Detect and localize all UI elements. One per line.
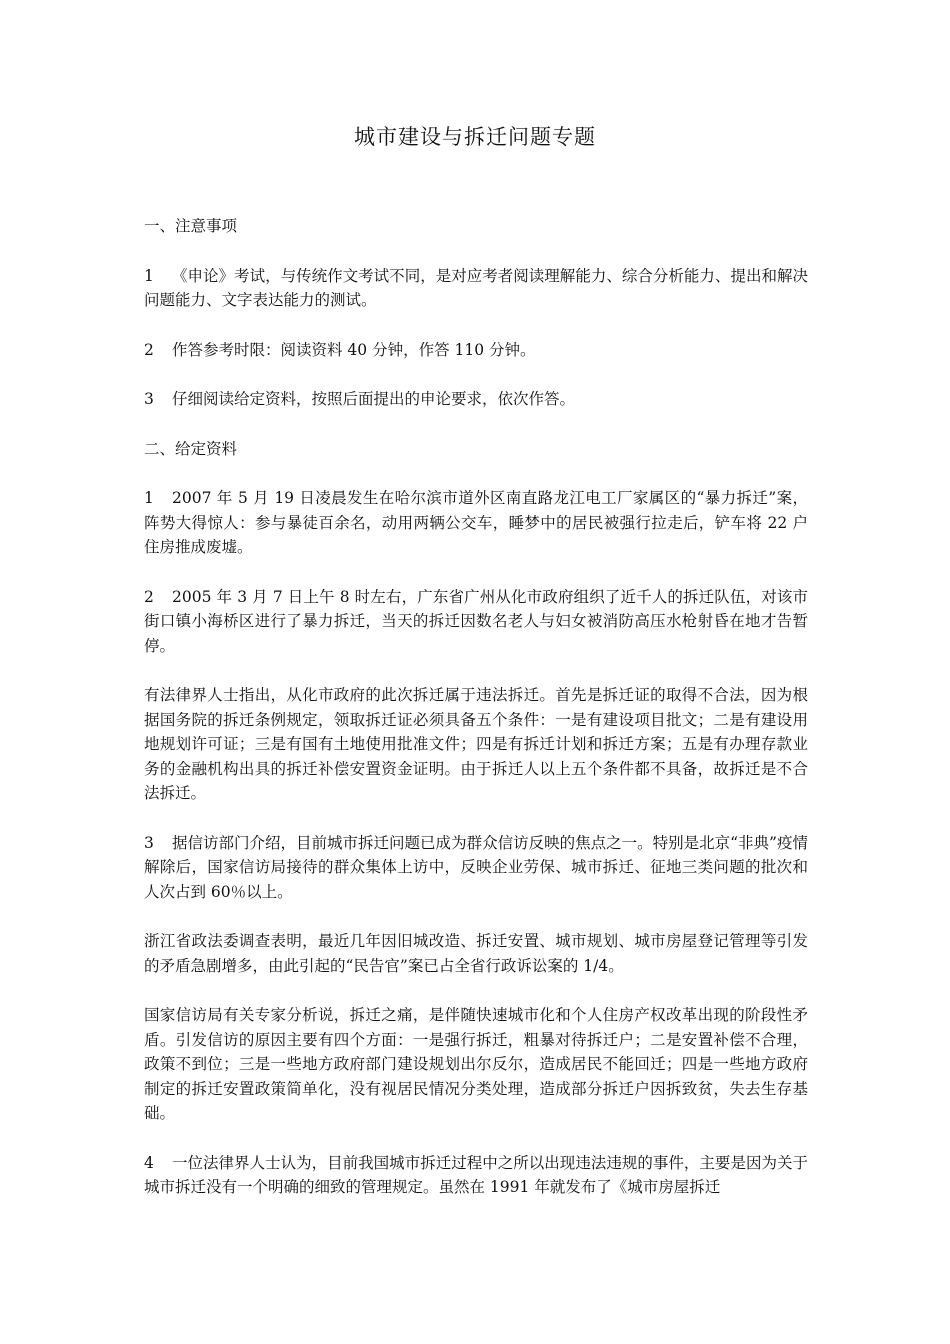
material-text: 据信访部门介绍，目前城市拆迁问题已成为群众信访反映的焦点之一。特别是北京“非典”疫情解除后，国家信访局接待的群众集体上访中，反映企业劳保、城市拆迁、征地三类问题的批次和人次占到 60％以上。 — [144, 833, 808, 901]
note-item — [144, 338, 808, 363]
material-number: 1 — [144, 489, 154, 507]
material-paragraph — [144, 1003, 808, 1126]
material-text: 浙江省政法委调查表明，最近几年因旧城改造、拆迁安置、城市规划、城市房屋登记管理等引发的矛盾急剧增多，由此引起的“民告官”案已占全省行政诉讼案的 1/4。 — [144, 932, 808, 975]
material-paragraph — [144, 683, 808, 806]
note-number: 2 — [144, 340, 154, 359]
section-heading-notes: 一、注意事项 — [144, 217, 238, 235]
material-paragraph — [144, 585, 808, 659]
note-item — [144, 387, 808, 412]
note-text: 作答参考时限：阅读资料 40 分钟，作答 110 分钟。 — [172, 340, 536, 359]
material-paragraph — [144, 831, 808, 905]
note-text: 仔细阅读给定资料，按照后面提出的申论要求，依次作答。 — [172, 390, 576, 408]
material-paragraph — [144, 1151, 808, 1200]
material-text: 国家信访局有关专家分析说，拆迁之痛，是伴随快速城市化和个人住房产权改革出现的阶段性矛盾。引发信访的原因主要有四个方面：一是强行拆迁，粗暴对待拆迁户；二是安置补偿不合理，政策不到位；三是一些地方政府部门建设规划出尔反尔，造成居民不能回迁；四是一些地方政府制定的拆迁安置政策简单化，没有视居民情况分类处理，造成部分拆迁户因拆致贫，失去生存基础。 — [144, 1006, 808, 1122]
material-paragraph — [144, 929, 808, 978]
material-number: 2 — [144, 587, 154, 606]
section-heading-materials: 二、给定资料 — [144, 439, 238, 458]
document-title: 城市建设与拆迁问题专题 — [354, 125, 596, 149]
material-number: 3 — [144, 833, 154, 852]
note-number: 1 — [144, 266, 154, 285]
note-text: 《申论》考试，与传统作文考试不同，是对应考者阅读理解能力、综合分析能力、提出和解决问题能力、文字表达能力的测试。 — [144, 266, 808, 309]
material-text: 一位法律界人士认为，目前我国城市拆迁过程中之所以出现违法违规的事件，主要是因为关于城市拆迁没有一个明确的细致的管理规定。虽然在 1991 年就发布了《城市房屋拆迁 — [144, 1153, 808, 1196]
note-item — [144, 264, 808, 313]
material-number: 4 — [144, 1153, 154, 1172]
material-paragraph — [144, 486, 808, 560]
material-text: 2007 年 5 月 19 日凌晨发生在哈尔滨市道外区南直路龙江电工厂家属区的“暴力拆迁”案，阵势大得惊人：参与暴徒百余名，动用两辆公交车，睡梦中的居民被强行拉走后，铲车将 22 户住房推成废墟。 — [144, 489, 808, 556]
material-text: 2005 年 3 月 7 日上午 8 时左右，广东省广州从化市政府组织了近千人的拆迁队伍，对该市街口镇小海桥区进行了暴力拆迁，当天的拆迁因数名老人与妇女被消防高压水枪射昏在地才告暂停。 — [144, 587, 808, 655]
note-number: 3 — [144, 390, 154, 408]
document-body — [144, 214, 808, 1225]
material-text: 有法律界人士指出，从化市政府的此次拆迁属于违法拆迁。首先是拆迁证的取得不合法，因为根据国务院的拆迁条例规定，领取拆迁证必须具备五个条件：一是有建设项目批文；二是有建设用地规划许可证；三是有国有土地使用批准文件；四是有拆迁计划和拆迁方案；五是有办理存款业务的金融机构出具的拆迁补偿安置资金证明。由于拆迁人以上五个条件都不具备，故拆迁是不合法拆迁。 — [144, 686, 808, 802]
